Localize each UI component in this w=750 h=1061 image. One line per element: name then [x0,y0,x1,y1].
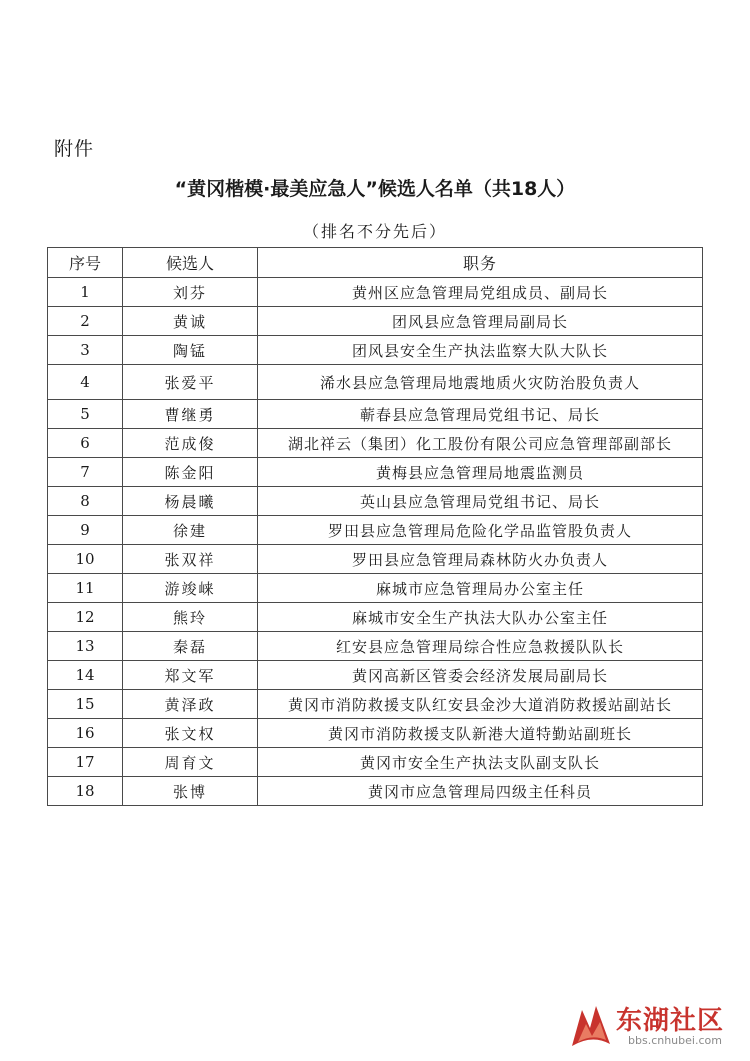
table-row [48,400,703,429]
row-position: 湖北祥云（集团）化工股份有限公司应急管理部副部长 [258,429,703,458]
document-title: “黄冈楷模·最美应急人”候选人名单（共18人） [174,178,576,200]
table-row [48,777,703,806]
row-position: 蕲春县应急管理局党组书记、局长 [258,400,703,429]
table-row [48,574,703,603]
row-name: 黄泽政 [123,690,258,719]
table-row [48,336,703,365]
watermark-name: 东湖社区 [616,1006,725,1036]
row-position: 团风县安全生产执法监察大队大队长 [258,336,703,365]
table-row [48,429,703,458]
row-position: 黄冈高新区管委会经济发展局副局长 [258,661,703,690]
document-subtitle: （排名不分先后） [302,222,447,241]
row-number: 4 [48,365,123,400]
row-name: 熊玲 [123,603,258,632]
row-name: 徐建 [123,516,258,545]
row-position: 麻城市应急管理局办公室主任 [258,574,703,603]
row-position: 麻城市安全生产执法大队办公室主任 [258,603,703,632]
row-number: 10 [48,545,123,574]
table-header-row [48,248,703,278]
row-position: 黄冈市消防救援支队红安县金沙大道消防救援站副站长 [258,690,703,719]
row-position: 罗田县应急管理局危险化学品监管股负责人 [258,516,703,545]
row-number: 5 [48,400,123,429]
row-number: 8 [48,487,123,516]
table-row [48,458,703,487]
table-row [48,487,703,516]
row-position: 黄冈市消防救援支队新港大道特勤站副班长 [258,719,703,748]
table-row [48,278,703,307]
candidate-table [47,247,703,806]
row-number: 13 [48,632,123,661]
row-number: 7 [48,458,123,487]
table-row [48,690,703,719]
row-number: 9 [48,516,123,545]
flame-logo-icon [566,1000,616,1052]
row-name: 范成俊 [123,429,258,458]
row-name: 张博 [123,777,258,806]
row-position: 罗田县应急管理局森林防火办负责人 [258,545,703,574]
table-row [48,748,703,777]
row-name: 张双祥 [123,545,258,574]
row-number: 11 [48,574,123,603]
row-number: 12 [48,603,123,632]
row-position: 团风县应急管理局副局长 [258,307,703,336]
row-name: 游竣崃 [123,574,258,603]
row-name: 郑文军 [123,661,258,690]
row-name: 张文权 [123,719,258,748]
row-position: 红安县应急管理局综合性应急救援队队长 [258,632,703,661]
table-row [48,632,703,661]
row-position: 黄梅县应急管理局地震监测员 [258,458,703,487]
row-number: 16 [48,719,123,748]
attachment-label: 附件 [54,138,95,160]
row-number: 17 [48,748,123,777]
row-name: 周育文 [123,748,258,777]
row-number: 1 [48,278,123,307]
row-position: 英山县应急管理局党组书记、局长 [258,487,703,516]
row-number: 2 [48,307,123,336]
row-number: 18 [48,777,123,806]
site-watermark [566,996,746,1056]
row-position: 黄冈市应急管理局四级主任科员 [258,777,703,806]
header-position: 职务 [258,248,703,278]
table-row [48,661,703,690]
row-name: 陶锰 [123,336,258,365]
table-row [48,603,703,632]
row-name: 黄诚 [123,307,258,336]
row-number: 15 [48,690,123,719]
row-number: 3 [48,336,123,365]
table-row [48,545,703,574]
row-name: 秦磊 [123,632,258,661]
row-position: 浠水县应急管理局地震地质火灾防治股负责人 [258,365,703,400]
row-name: 陈金阳 [123,458,258,487]
table-row [48,516,703,545]
row-name: 曹继勇 [123,400,258,429]
row-name: 张爱平 [123,365,258,400]
header-candidate: 候选人 [123,248,258,278]
row-number: 6 [48,429,123,458]
watermark-url: bbs.cnhubei.com [628,1034,722,1047]
row-name: 杨晨曦 [123,487,258,516]
table-row [48,365,703,400]
row-position: 黄州区应急管理局党组成员、副局长 [258,278,703,307]
row-position: 黄冈市安全生产执法支队副支队长 [258,748,703,777]
row-name: 刘芬 [123,278,258,307]
table-row [48,719,703,748]
row-number: 14 [48,661,123,690]
table-row [48,307,703,336]
header-number: 序号 [48,248,123,278]
